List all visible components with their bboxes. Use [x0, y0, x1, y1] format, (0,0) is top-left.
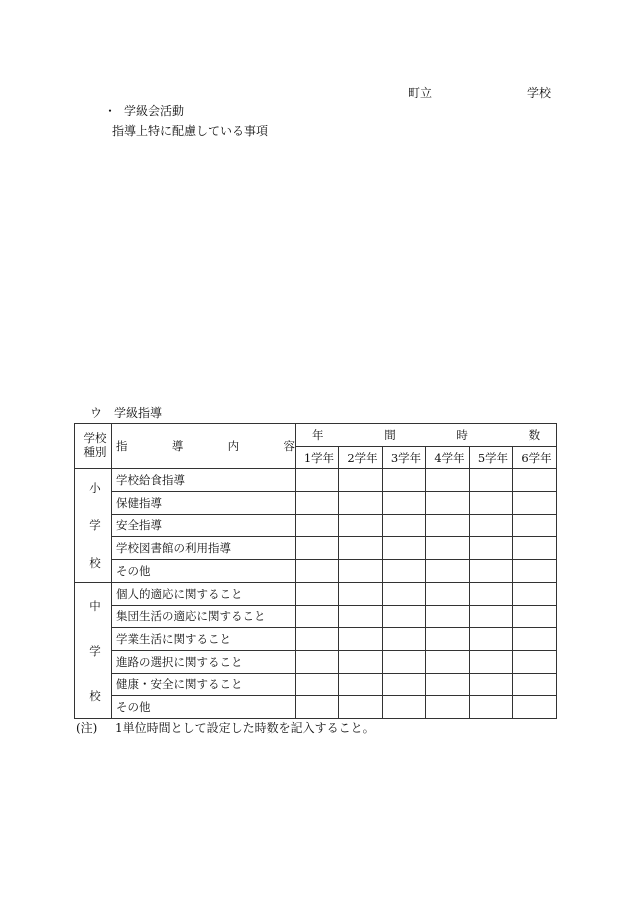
hours-cell[interactable] [513, 583, 557, 606]
note-label: (注) [76, 721, 98, 735]
hours-cell[interactable] [383, 469, 426, 492]
hours-cell[interactable] [470, 537, 513, 560]
hours-cell[interactable] [339, 673, 383, 696]
hours-cell[interactable] [383, 491, 426, 514]
category-header: 学校 種別 [75, 424, 112, 469]
guidance-item: 学校給食指導 [112, 469, 296, 492]
hours-cell[interactable] [513, 696, 557, 719]
hours-cell[interactable] [383, 650, 426, 673]
guidance-item: その他 [112, 560, 296, 583]
guidance-item: その他 [112, 696, 296, 719]
hours-cell[interactable] [470, 491, 513, 514]
hours-cell[interactable] [426, 696, 470, 719]
town-label: 町立 [408, 86, 433, 100]
hours-cell[interactable] [339, 650, 383, 673]
hours-cell[interactable] [383, 560, 426, 583]
annual-hours-header: 年 間 時 数 [296, 424, 557, 447]
hours-cell[interactable] [296, 514, 339, 537]
hours-cell[interactable] [296, 696, 339, 719]
guidance-item: 学業生活に関すること [112, 628, 296, 651]
school-type-junior-high: 中 学 校 [75, 583, 112, 719]
note-text: 1単位時間として設定した時数を記入すること。 [115, 721, 375, 735]
hours-cell[interactable] [339, 469, 383, 492]
hours-cell[interactable] [296, 469, 339, 492]
section-title-class-guidance: ウ 学級指導 [90, 406, 163, 420]
guidance-item: 進路の選択に関すること [112, 650, 296, 673]
hours-cell[interactable] [470, 560, 513, 583]
hours-cell[interactable] [339, 514, 383, 537]
grade-header: 6学年 [513, 447, 557, 469]
hours-cell[interactable] [470, 514, 513, 537]
hours-cell[interactable] [470, 628, 513, 651]
hours-cell[interactable] [426, 650, 470, 673]
hours-cell[interactable] [513, 469, 557, 492]
hours-cell[interactable] [513, 628, 557, 651]
hours-cell[interactable] [296, 650, 339, 673]
hours-cell[interactable] [513, 491, 557, 514]
hours-cell[interactable] [426, 560, 470, 583]
hours-cell[interactable] [470, 650, 513, 673]
hours-cell[interactable] [426, 605, 470, 628]
grade-header: 1学年 [296, 447, 339, 469]
hours-cell[interactable] [296, 605, 339, 628]
hours-cell[interactable] [296, 537, 339, 560]
guidance-item: 個人的適応に関すること [112, 583, 296, 606]
grade-header: 5学年 [470, 447, 513, 469]
hours-cell[interactable] [339, 560, 383, 583]
hours-cell[interactable] [383, 605, 426, 628]
hours-cell[interactable] [339, 628, 383, 651]
hours-cell[interactable] [383, 628, 426, 651]
hours-cell[interactable] [296, 583, 339, 606]
guidance-item: 健康・安全に関すること [112, 673, 296, 696]
guidance-item: 集団生活の適応に関すること [112, 605, 296, 628]
hours-cell[interactable] [513, 560, 557, 583]
hours-cell[interactable] [470, 605, 513, 628]
hours-cell[interactable] [513, 673, 557, 696]
hours-cell[interactable] [296, 491, 339, 514]
hours-cell[interactable] [470, 469, 513, 492]
bullet: ・ [104, 104, 117, 118]
hours-cell[interactable] [383, 514, 426, 537]
hours-cell[interactable] [513, 650, 557, 673]
section-title-class-activities: 学級会活動 [124, 104, 185, 118]
grade-header: 2学年 [339, 447, 383, 469]
guidance-item: 学校図書館の利用指導 [112, 537, 296, 560]
hours-cell[interactable] [339, 696, 383, 719]
grade-header: 3学年 [383, 447, 426, 469]
hours-cell[interactable] [383, 696, 426, 719]
hours-cell[interactable] [296, 673, 339, 696]
hours-cell[interactable] [339, 537, 383, 560]
hours-cell[interactable] [426, 673, 470, 696]
hours-cell[interactable] [426, 628, 470, 651]
hours-cell[interactable] [426, 537, 470, 560]
hours-cell[interactable] [426, 491, 470, 514]
hours-cell[interactable] [426, 514, 470, 537]
hours-cell[interactable] [383, 583, 426, 606]
hours-cell[interactable] [513, 605, 557, 628]
hours-cell[interactable] [470, 583, 513, 606]
hours-cell[interactable] [296, 560, 339, 583]
hours-cell[interactable] [339, 605, 383, 628]
hours-cell[interactable] [383, 673, 426, 696]
guidance-table [74, 423, 557, 719]
school-type-elementary: 小 学 校 [75, 469, 112, 583]
hours-cell[interactable] [513, 514, 557, 537]
hours-cell[interactable] [383, 537, 426, 560]
hours-cell[interactable] [470, 696, 513, 719]
guidance-item: 安全指導 [112, 514, 296, 537]
school-label: 学校 [527, 86, 552, 100]
hours-cell[interactable] [296, 628, 339, 651]
hours-cell[interactable] [426, 583, 470, 606]
hours-cell[interactable] [339, 583, 383, 606]
hours-cell[interactable] [339, 491, 383, 514]
hours-cell[interactable] [470, 673, 513, 696]
section-subtitle: 指導上特に配慮している事項 [112, 124, 269, 138]
guidance-item: 保健指導 [112, 491, 296, 514]
hours-cell[interactable] [513, 537, 557, 560]
grade-header: 4学年 [426, 447, 470, 469]
hours-cell[interactable] [426, 469, 470, 492]
content-header: 指 導 内 容 [112, 424, 296, 469]
